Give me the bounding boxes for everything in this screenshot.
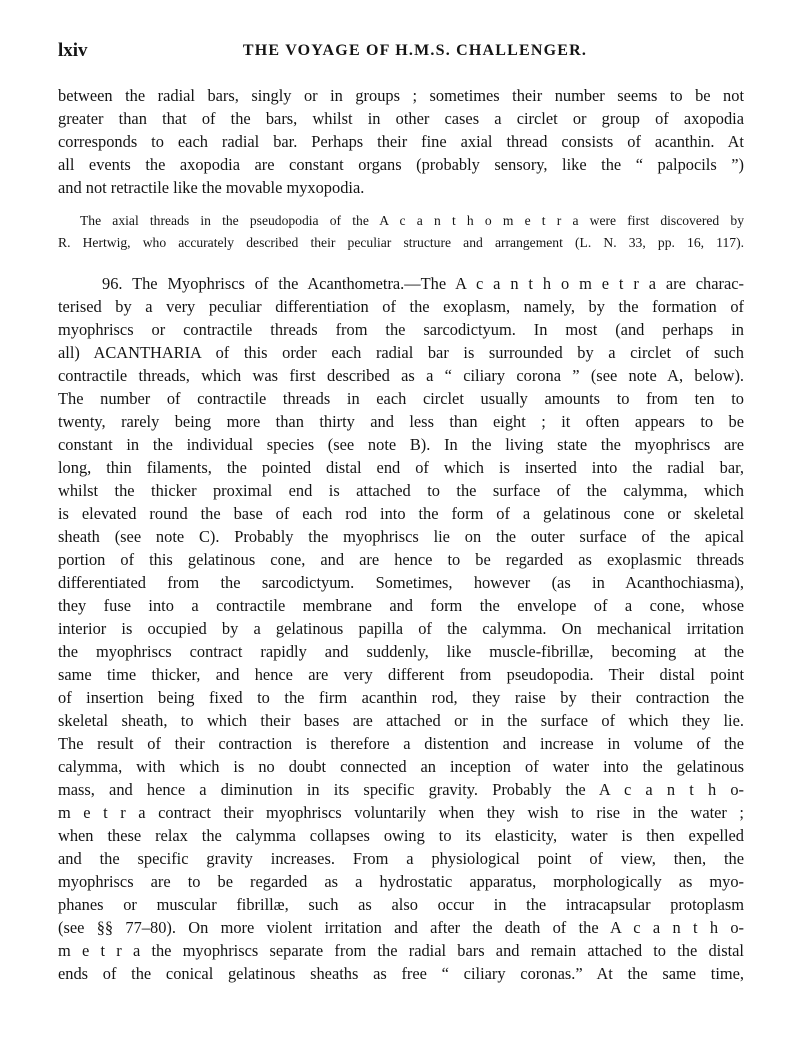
text-line: of insertion being fixed to the firm acanthin rod, they raise by their contraction the [58, 688, 744, 707]
text-line: when these relax the calymma collapses owing to its elasticity, water is then expelled [58, 826, 744, 845]
text-line: myophriscs are to be regarded as a hydrostatic apparatus, morphologically as myo- [58, 872, 744, 891]
text-line: they fuse into a contractile membrane and form the envelope of a cone, whose [58, 596, 744, 615]
text-line: m e t r a contract their myophriscs voluntarily when they wish to rise in the water ; [58, 803, 744, 822]
text-line: skeletal sheath, to which their bases are attached or in the surface of which they lie. [58, 711, 744, 730]
text-line: same time thicker, and hence are very different from pseudopodia. Their distal point [58, 665, 744, 684]
text-line: myophriscs or contractile threads from the sarcodictyum. In most (and perhaps in [58, 320, 744, 339]
text-line: The result of their contraction is therefore a distention and increase in volume of the [58, 734, 744, 753]
note-line: The axial threads in the pseudopodia of the A c a n t h o m e t r a were first discovered by [80, 213, 744, 228]
text-line: mass, and hence a diminution in its specific gravity. Probably the A c a n t h o- [58, 780, 744, 799]
text-line: all) ACANTHARIA of this order each radial bar is surrounded by a circlet of such [58, 343, 744, 362]
text-line: interior is occupied by a gelatinous papilla of the calymma. On mechanical irritation [58, 619, 744, 638]
text-line: ends of the conical gelatinous sheaths as free “ ciliary coronas.” At the same time, [58, 964, 744, 983]
text-line: constant in the individual species (see note B). In the living state the myophriscs are [58, 435, 744, 454]
text-line: greater than that of the bars, whilst in other cases a circlet or group of axopodia [58, 109, 744, 128]
text-line: and not retractile like the movable myxopodia. [58, 178, 365, 197]
note-line: R. Hertwig, who accurately described their peculiar structure and arrangement (L. N. 33, pp. 16, 117). [58, 235, 744, 250]
running-title: THE VOYAGE OF H.M.S. CHALLENGER. [242, 42, 588, 59]
text-line: contractile threads, which was first described as a “ ciliary corona ” (see note A, below). [58, 366, 744, 385]
text-line: m e t r a the myophriscs separate from the radial bars and remain attached to the distal [58, 941, 744, 960]
text-line: phanes or muscular fibrillæ, such as also occur in the intracapsular protoplasm [58, 895, 744, 914]
text-line: portion of this gelatinous cone, and are hence to be regarded as exoplasmic threads [58, 550, 744, 569]
text-line: corresponds to each radial bar. Perhaps their fine axial thread consists of acanthin. At [58, 132, 744, 151]
text-line: long, thin filaments, the pointed distal end of which is inserted into the radial bar, [58, 458, 744, 477]
text-line: twenty, rarely being more than thirty and less than eight ; it often appears to be [58, 412, 744, 431]
text-line: (see §§ 77–80). On more violent irritation and after the death of the A c a n t h o- [58, 918, 744, 937]
text-line: whilst the thicker proximal end is attached to the surface of the calymma, which [58, 481, 744, 500]
text-line: terised by a very peculiar differentiation of the exoplasm, namely, by the formation of [58, 297, 744, 316]
paragraph-axopodia [58, 84, 744, 199]
text-line: sheath (see note C). Probably the myophriscs lie on the outer surface of the apical [58, 527, 744, 546]
section-heading-line: 96. The Myophriscs of the Acanthometra.—The A c a n t h o m e t r a are charac- [102, 274, 744, 293]
text-line: all events the axopodia are constant organs (probably sensory, like the “ palpocils ”) [58, 155, 744, 174]
text-line: differentiated from the sarcodictyum. Sometimes, however (as in Acanthochiasma), [58, 573, 744, 592]
text-line: calymma, with which is no doubt connected an inception of water into the gelatinous [58, 757, 744, 776]
text-line: and the specific gravity increases. From a physiological point of view, then, the [58, 849, 744, 868]
text-line: is elevated round the base of each rod into the form of a gelatinous cone or skeletal [58, 504, 744, 523]
text-line: The number of contractile threads in each circlet usually amounts to from ten to [58, 389, 744, 408]
text-line: between the radial bars, singly or in groups ; sometimes their number seems to be not [58, 86, 744, 105]
footnote-axial-threads [58, 210, 744, 254]
page-header [58, 40, 742, 64]
text-line: the myophriscs contract rapidly and suddenly, like muscle-fibrillæ, becoming at the [58, 642, 744, 661]
paragraph-myophriscs [58, 272, 744, 985]
page-number: lxiv [58, 40, 88, 61]
